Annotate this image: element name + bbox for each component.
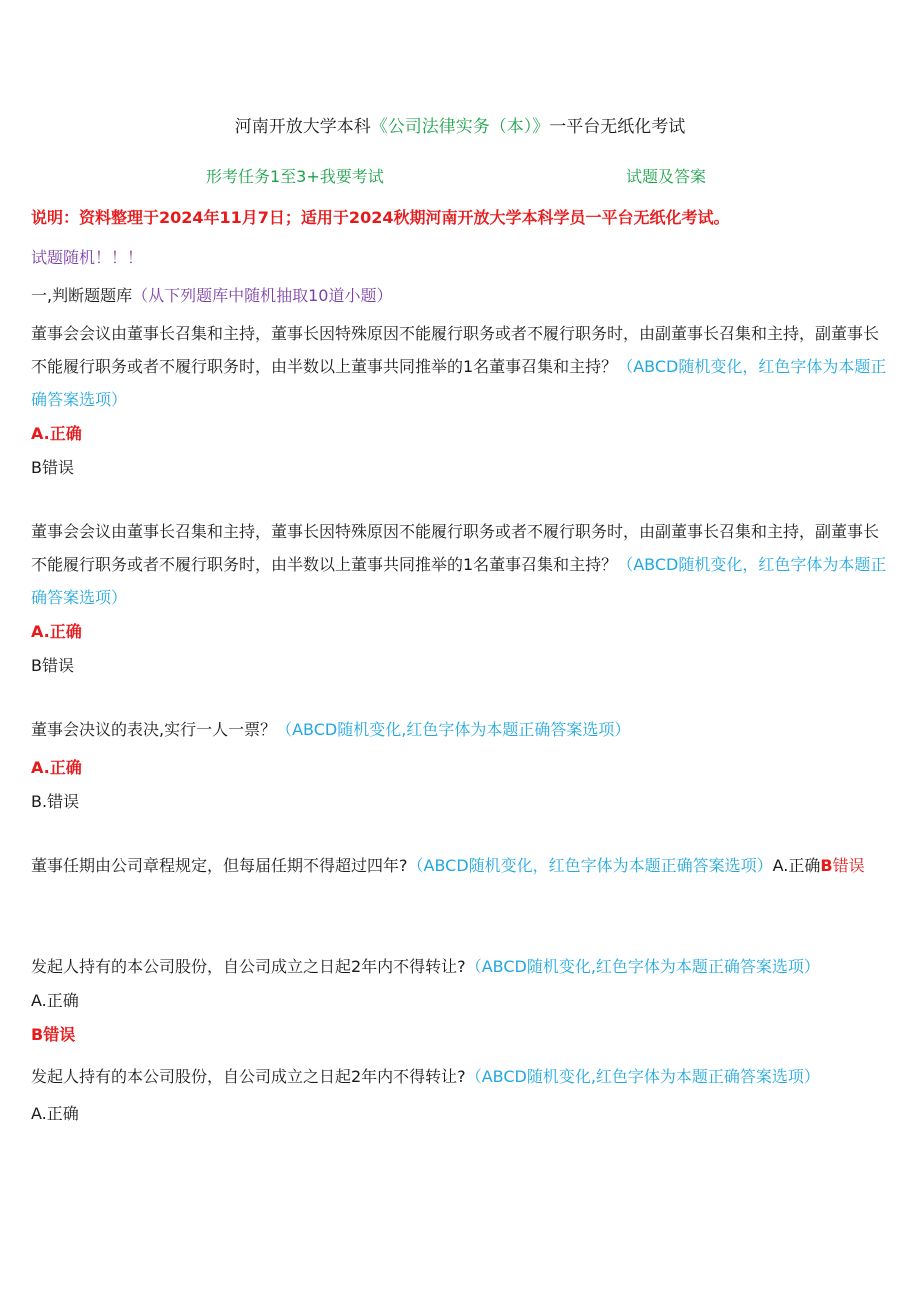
document-title <box>0 116 920 138</box>
question-6 <box>31 1067 887 1087</box>
q1-option-a: A.正确 <box>31 424 82 443</box>
q5-option-b: B错误 <box>31 1025 76 1044</box>
question-text: 董事会会议由董事长召集和主持，董事长因特殊原因不能履行职务或者不履行职务时，由副董事长召集和主持，副董事长不能履行职务或者不履行职务时，由半数以上董事共同推举的1名董事召集和主持？ <box>31 522 880 574</box>
random-note: 试题随机！！！ <box>31 248 144 267</box>
q6-option-a: A.正确 <box>31 1104 79 1123</box>
section-heading <box>31 286 887 306</box>
section-hint: （从下列题库中随机抽取10道小题） <box>132 286 393 305</box>
title-suffix: 一平台无纸化考试 <box>549 117 686 137</box>
question-text: 发起人持有的本公司股份，自公司成立之日起2年内不得转让? <box>31 1067 466 1086</box>
question-5 <box>31 957 887 977</box>
question-2 <box>31 515 887 614</box>
title-course: 《公司法律实务（本）》 <box>370 117 550 137</box>
question-hint: （ABCD随机变化,红色字体为本题正确答案选项） <box>465 957 820 976</box>
note-text: 说明：资料整理于2024年11月7日；适用于2024秋期河南开放大学本科学员一平台无纸化考试。 <box>31 208 730 227</box>
section-label: 一,判断题题库 <box>31 286 133 305</box>
q2-option-b: B错误 <box>31 656 74 675</box>
title-prefix: 河南开放大学本科 <box>234 117 371 137</box>
question-hint: （ABCD随机变化,红色字体为本题正确答案选项） <box>465 1067 820 1086</box>
q3-option-a: A.正确 <box>31 758 82 777</box>
question-3 <box>31 720 887 740</box>
question-text: 发起人持有的本公司股份，自公司成立之日起2年内不得转让? <box>31 957 466 976</box>
question-text: 董事任期由公司章程规定，但每届任期不得超过四年? <box>31 856 408 875</box>
question-hint: （ABCD随机变化，红色字体为本题正确答案选项） <box>31 357 887 409</box>
q3-option-b: B.错误 <box>31 792 80 811</box>
q2-option-a: A.正确 <box>31 622 82 641</box>
q4-option-b-text: 错误 <box>832 856 865 875</box>
subtitle-left: 形考任务1至3+我要考试 <box>206 167 384 186</box>
question-hint: （ABCD随机变化,红色字体为本题正确答案选项） <box>276 720 631 739</box>
question-4 <box>31 849 887 882</box>
question-text: 董事会决议的表决,实行一人一票？ <box>31 720 277 739</box>
question-1 <box>31 317 887 416</box>
question-hint: （ABCD随机变化，红色字体为本题正确答案选项） <box>407 856 773 875</box>
q4-option-a: A.正确 <box>772 856 821 875</box>
q5-option-a: A.正确 <box>31 991 79 1010</box>
q1-option-b: B错误 <box>31 458 74 477</box>
q4-option-b-letter: B <box>820 856 833 875</box>
question-text: 董事会会议由董事长召集和主持，董事长因特殊原因不能履行职务或者不履行职务时，由副董事长召集和主持，副董事长不能履行职务或者不履行职务时，由半数以上董事共同推举的1名董事召集和主持？ <box>31 324 880 376</box>
subtitle-right: 试题及答案 <box>626 167 707 186</box>
question-hint: （ABCD随机变化，红色字体为本题正确答案选项） <box>31 555 887 607</box>
